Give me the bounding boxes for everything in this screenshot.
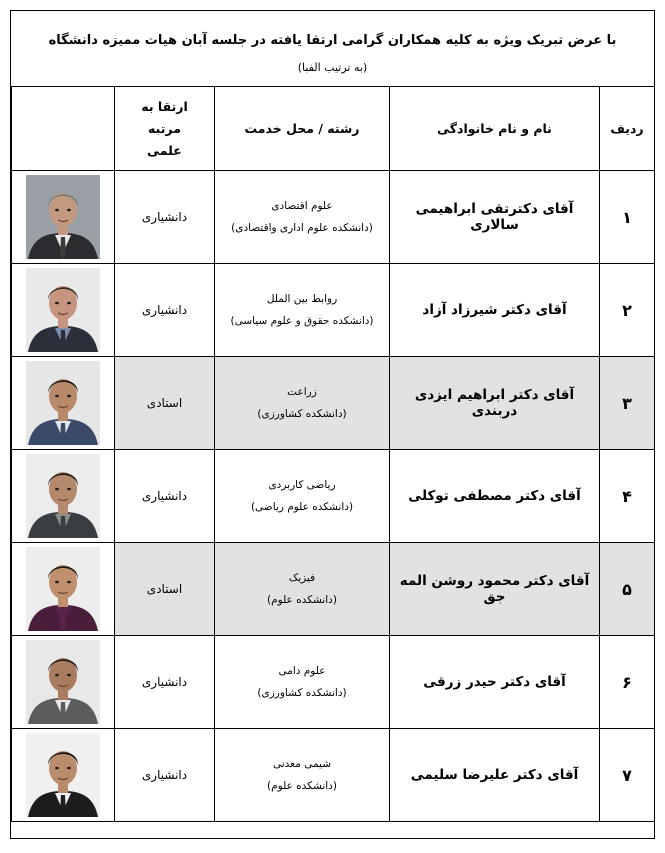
portrait-photo xyxy=(26,547,100,631)
rank: دانشیاری xyxy=(115,729,215,822)
table-row xyxy=(12,543,655,636)
photo-cell xyxy=(12,543,115,636)
field-name: علوم اقتصادی xyxy=(271,200,333,212)
school-name: (دانشکده علوم ریاضی) xyxy=(250,501,354,513)
photo-cell xyxy=(12,450,115,543)
row-number: ۵ xyxy=(600,543,655,636)
field-and-school xyxy=(215,543,390,636)
portrait-photo xyxy=(26,733,100,817)
table-row xyxy=(12,636,655,729)
field-and-school xyxy=(215,636,390,729)
rank: استادی xyxy=(115,543,215,636)
field-name: روابط بین الملل xyxy=(266,293,338,305)
field-and-school xyxy=(215,171,390,264)
school-name: (دانشکده کشاورزی) xyxy=(257,408,347,420)
table-row xyxy=(12,171,655,264)
person-name: آقای دکتر ابراهیم ایزدی دربندی xyxy=(390,357,600,450)
field-and-school xyxy=(215,450,390,543)
photo-cell xyxy=(12,636,115,729)
col-header-field: رشته / محل خدمت xyxy=(215,87,390,171)
row-number: ۱ xyxy=(600,171,655,264)
rank: استادی xyxy=(115,357,215,450)
person-name: آقای دکتر مصطفی توکلی xyxy=(390,450,600,543)
portrait-photo xyxy=(26,361,100,445)
field-and-school xyxy=(215,357,390,450)
col-header-photo xyxy=(12,87,115,171)
photo-cell xyxy=(12,357,115,450)
row-number: ۶ xyxy=(600,636,655,729)
photo-cell xyxy=(12,171,115,264)
portrait-photo xyxy=(26,175,100,259)
photo-cell xyxy=(12,729,115,822)
table-row xyxy=(12,450,655,543)
table-row xyxy=(12,264,655,357)
field-name: فیزیک xyxy=(288,572,316,584)
promotion-table xyxy=(11,86,655,822)
portrait-photo xyxy=(26,640,100,724)
person-name: آقای دکتر حیدر زرقی xyxy=(390,636,600,729)
field-name: علوم دامی xyxy=(278,665,326,677)
field-and-school xyxy=(215,264,390,357)
row-number: ۳ xyxy=(600,357,655,450)
rank: دانشیاری xyxy=(115,264,215,357)
page-subtitle: (به ترتیب الفبا) xyxy=(297,61,368,74)
field-name: ریاضی کاربردی xyxy=(268,479,336,491)
field-and-school xyxy=(215,729,390,822)
col-header-name: نام و نام خانوادگی xyxy=(390,87,600,171)
row-number: ۷ xyxy=(600,729,655,822)
page-title: با عرض تبریک ویژه به کلیه همکاران گرامی ارتقا یافته در جلسه آبان هیات ممیزه دانشگاه xyxy=(48,33,617,48)
portrait-photo xyxy=(26,454,100,538)
field-name: شیمی معدنی xyxy=(272,758,331,770)
portrait-photo xyxy=(26,268,100,352)
school-name: (دانشکده کشاورزی) xyxy=(257,687,347,699)
school-name: (دانشکده علوم) xyxy=(267,780,337,792)
table-row xyxy=(12,357,655,450)
row-number: ۲ xyxy=(600,264,655,357)
school-name: (دانشکده علوم) xyxy=(267,594,337,606)
school-name: (دانشکده علوم اداری واقتصادی) xyxy=(231,222,373,234)
col-header-rank: ارتقا به مرتبه علمی xyxy=(115,87,215,171)
document-frame xyxy=(10,10,655,839)
rank: دانشیاری xyxy=(115,636,215,729)
person-name: آقای دکتر محمود روشن المه جق xyxy=(390,543,600,636)
photo-cell xyxy=(12,264,115,357)
table-row xyxy=(12,729,655,822)
rank: دانشیاری xyxy=(115,450,215,543)
rank: دانشیاری xyxy=(115,171,215,264)
row-number: ۴ xyxy=(600,450,655,543)
person-name: آقای دکتر علیرضا سلیمی xyxy=(390,729,600,822)
table-header-row xyxy=(12,87,655,171)
header xyxy=(11,11,654,86)
person-name: آقای دکترتقی ابراهیمی سالاری xyxy=(390,171,600,264)
col-header-row-number: ردیف xyxy=(600,87,655,171)
field-name: زراعت xyxy=(287,386,317,398)
table-body xyxy=(12,171,655,822)
person-name: آقای دکتر شیرزاد آزاد xyxy=(390,264,600,357)
school-name: (دانشکده حقوق و علوم سیاسی) xyxy=(230,315,374,327)
